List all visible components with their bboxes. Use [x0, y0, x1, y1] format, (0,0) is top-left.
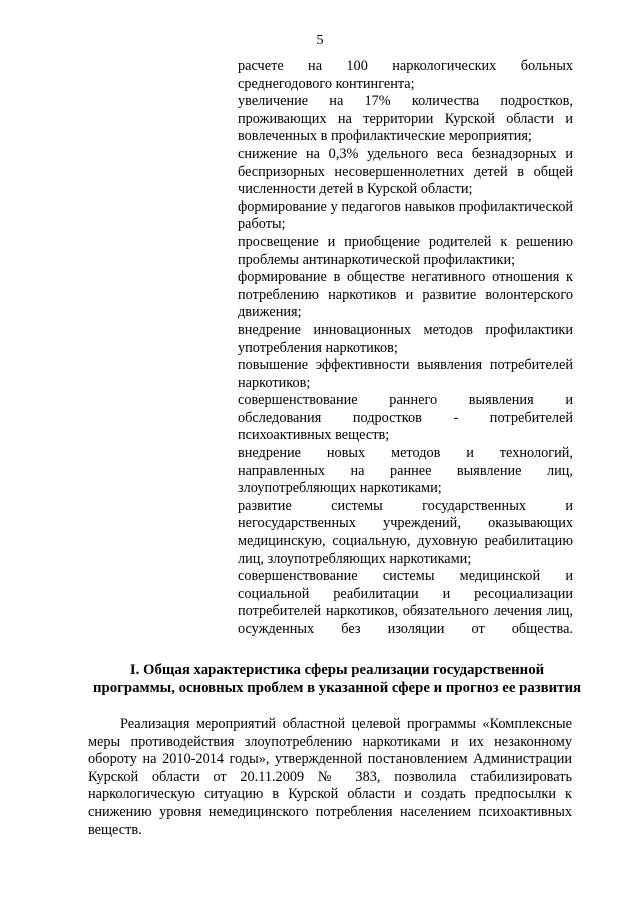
list-item: увеличение на 17% количества подростков, проживающих на территории Курской области и вовлеченных в профилактические мероприятия;	[238, 93, 573, 145]
list-item: просвещение и приобщение родителей к решению проблемы антинаркотической профилактики;	[238, 233, 573, 268]
section-heading: I. Общая характеристика сферы реализации государственной программы, основных проблем в указанной сфере и прогноз ее развития	[92, 662, 581, 696]
page-number: 5	[316, 33, 324, 48]
list-item: внедрение инновационных методов профилактики употребления наркотиков;	[238, 321, 573, 356]
list-item: снижение на 0,3% удельного веса безнадзорных и беспризорных несовершеннолетних детей в общей численности детей в Курской области;	[238, 145, 573, 198]
list-item: совершенствование системы медицинской и социальной реабилитации и ресоциализации потребителей наркотиков, обязательного лечения лиц, осужденных без изоляции от общества.	[238, 568, 573, 637]
goals-list	[238, 58, 573, 639]
list-item: формирование в обществе негативного отношения к потреблению наркотиков и развитие волонтерского движения;	[238, 269, 573, 321]
body-paragraph: Реализация мероприятий областной целевой программы «Комплексные меры противодействия злоупотреблению наркотиками и их незаконному обороту на 2010-2014 годы», утвержденной постановлением Администрации Курской области от 20.11.2009 № 383, позволила стабилизировать наркологическую ситуацию в Курской области и создать предпосылки к снижению уровня немедицинского потребления населением психоактивных веществ.	[88, 716, 572, 838]
list-item: развитие системы государственных и негосударственных учреждений, оказывающих медицинскую, социальную, духовную реабилитацию лиц, злоупотребляющих наркотиками;	[238, 497, 573, 567]
list-item: расчете на 100 наркологических больных среднегодового контингента;	[238, 58, 573, 92]
list-item: совершенствование раннего выявления и обследования подростков - потребителей психоактивных веществ;	[238, 392, 573, 444]
list-item: повышение эффективности выявления потребителей наркотиков;	[238, 357, 573, 391]
list-item: формирование у педагогов навыков профилактической работы;	[238, 198, 573, 233]
list-item: внедрение новых методов и технологий, направленных на раннее выявление лиц, злоупотребляющих наркотиками;	[238, 445, 573, 497]
